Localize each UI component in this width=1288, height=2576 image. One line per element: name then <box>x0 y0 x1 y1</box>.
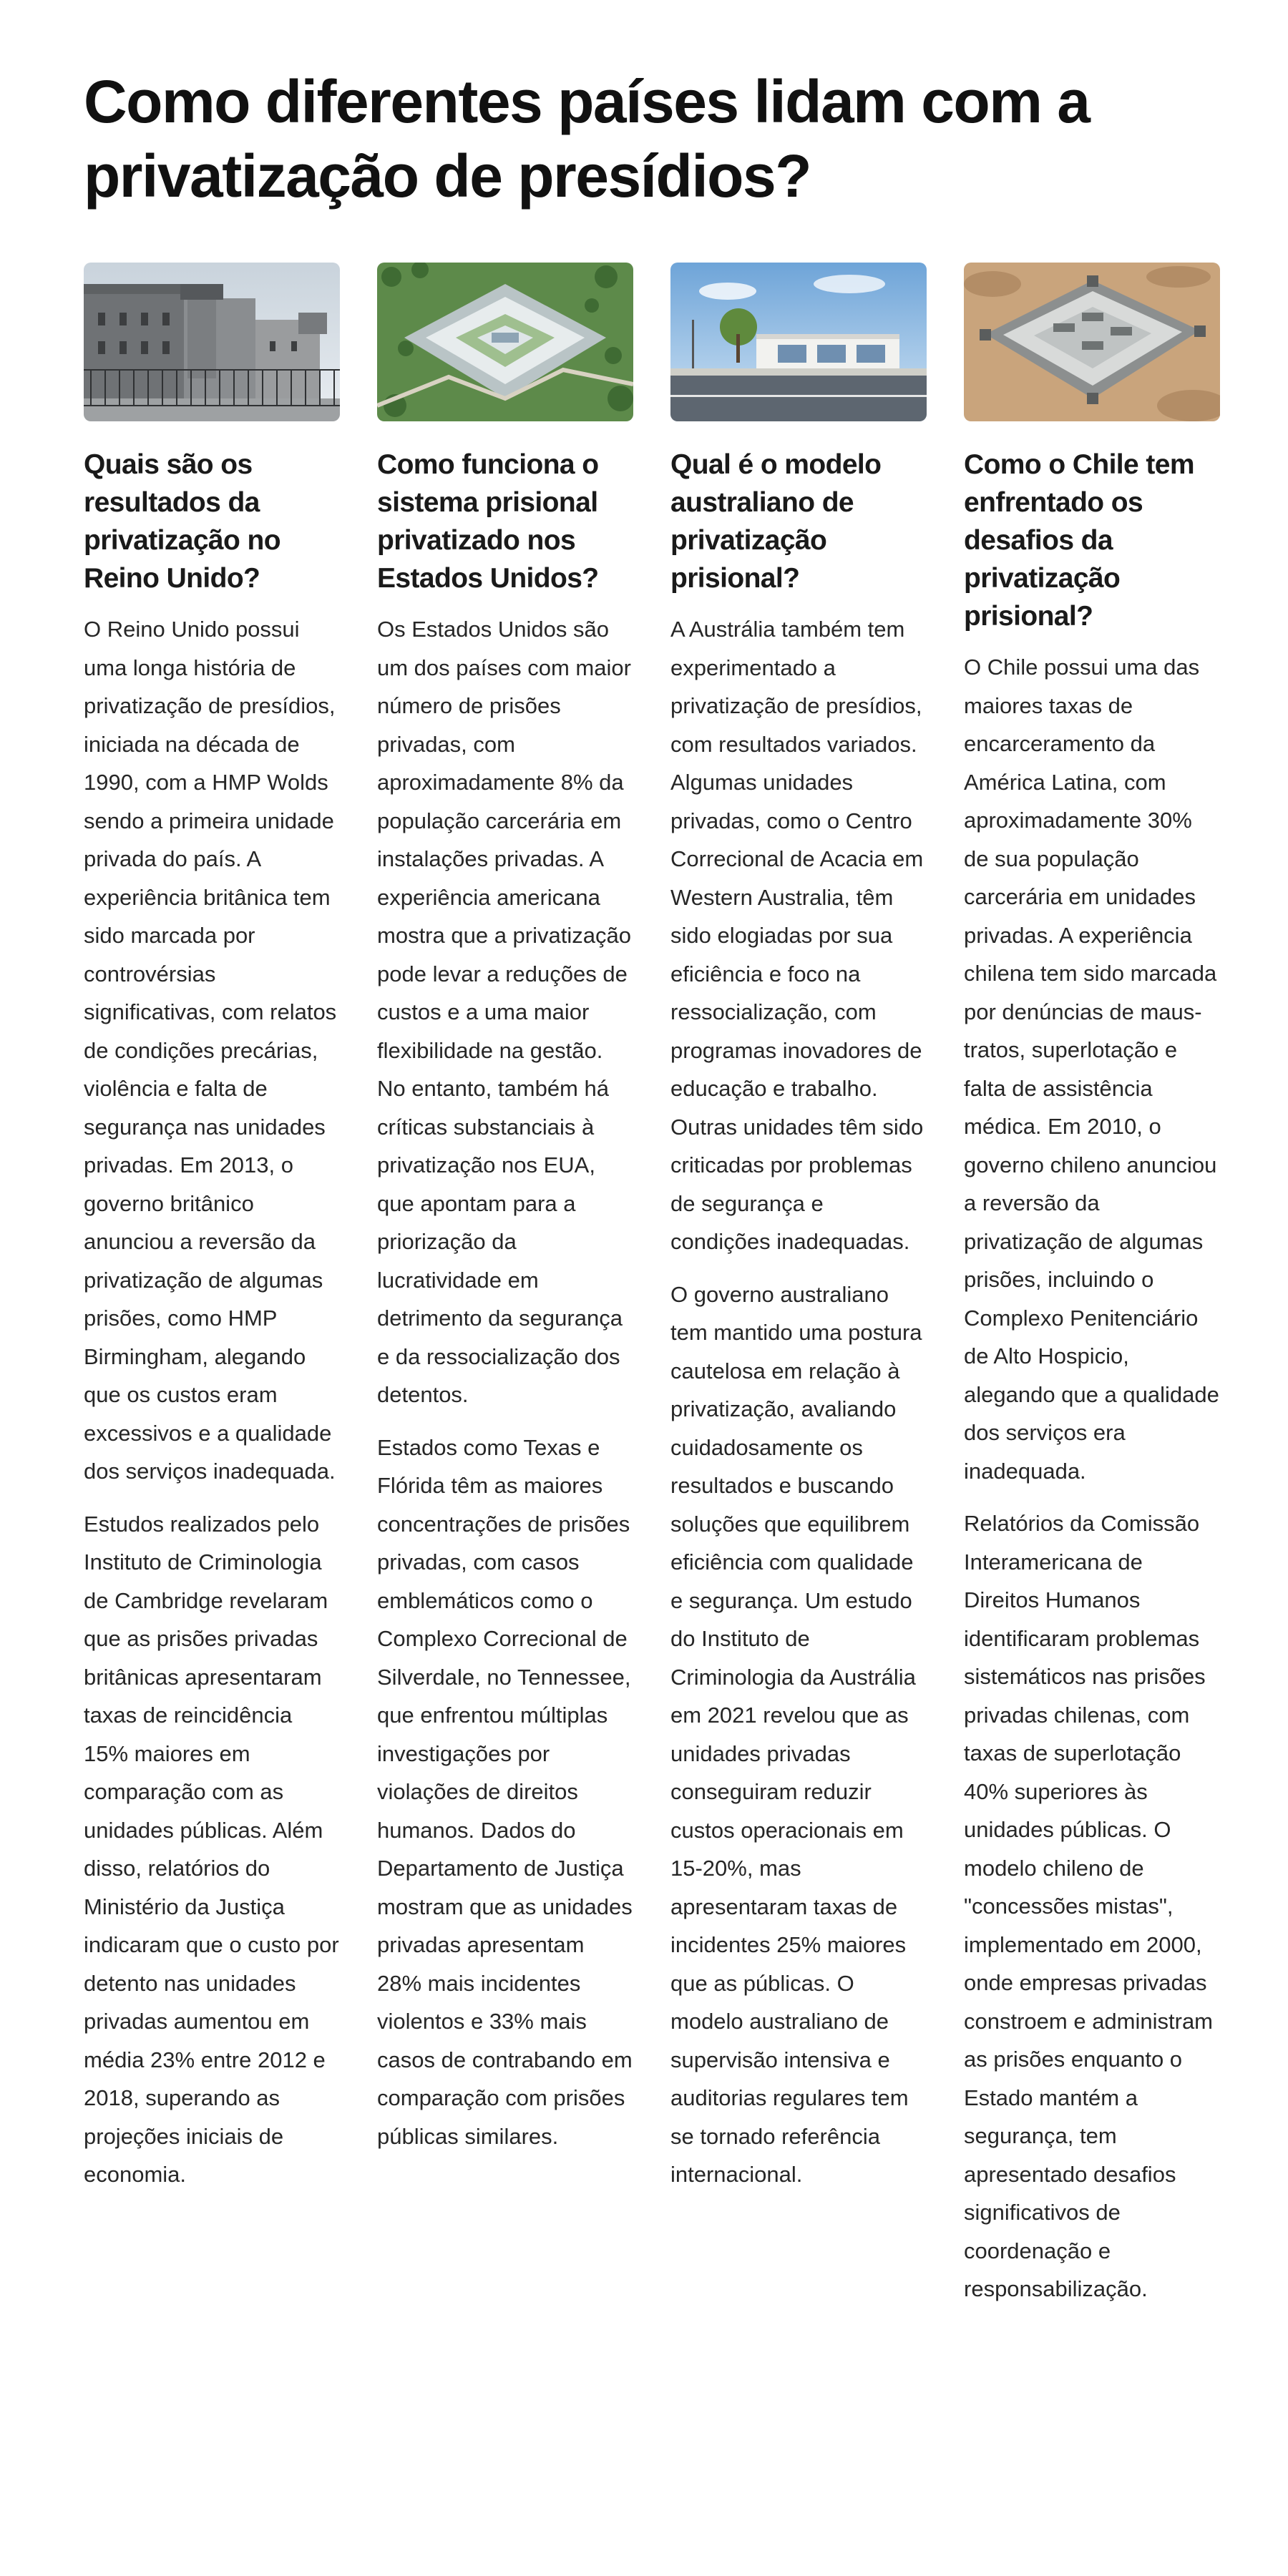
us-prison-image <box>377 263 633 421</box>
column-chile <box>964 263 1220 2323</box>
chile-heading: Como o Chile tem enfrentado os desafios da privatização prisional? <box>964 449 1194 632</box>
column-us <box>377 263 633 2323</box>
chile-paragraph-2: Relatórios da Comissão Interamericana de Direitos Humanos identificaram problemas sistemáticos nas prisões privadas chilenas, com taxas de superlotação 40% superiores às unidades públicas. O modelo chileno de "concessões mistas", implementado em 2000, onde empresas privadas constroem e administram as prisões enquanto o Estado mantém a segurança, tem apresentado desafios significativos de coordenação e responsabilização. <box>964 1511 1214 2301</box>
us-paragraph-2: Estados como Texas e Flórida têm as maiores concentrações de prisões privadas, com casos emblemáticos como o Complexo Correcional de Silverdale, no Tennessee, que enfrentou múltiplas investigações por violações de direitos humanos. Dados do Departamento de Justiça mostram que as unidades privadas apresentam 28% mais incidentes violentos e 33% mais casos de contrabando em comparação com prisões públicas similares. <box>377 1434 633 2149</box>
page-title: Como diferentes países lidam com a privatização de presídios? <box>84 68 1090 210</box>
column-australia <box>670 263 927 2323</box>
australia-prison-image <box>670 263 927 421</box>
chile-paragraph-1: O Chile possui uma das maiores taxas de encarceramento da América Latina, com aproximadamente 30% de sua população carcerária em unidades privadas. A experiência chilena tem sido marcada por denúncias de maus-tratos, superlotação e falta de assistência médica. Em 2010, o governo chileno anunciou a reversão da privatização de algumas prisões, incluindo o Complexo Penitenciário de Alto Hospicio, alegando que a qualidade dos serviços era inadequada. <box>964 655 1219 1484</box>
us-paragraph-1: Os Estados Unidos são um dos países com maior número de prisões privadas, com aproximadamente 8% da população carcerária em instalações privadas. A experiência americana mostra que a privatização pode levar a reduções de custos e a uma maior flexibilidade na gestão. No entanto, também há críticas substanciais à privatização nos EUA, que apontam para a priorização da lucratividade em detrimento da segurança e da ressocialização dos detentos. <box>377 617 631 1407</box>
column-uk <box>84 263 340 2323</box>
uk-prison-image <box>84 263 340 421</box>
uk-heading: Quais são os resultados da privatização no Reino Unido? <box>84 449 280 594</box>
australia-heading: Qual é o modelo australiano de privatização prisional? <box>670 449 882 594</box>
article <box>84 64 1225 2301</box>
uk-paragraph-2: Estudos realizados pelo Instituto de Criminologia de Cambridge revelaram que as prisões privadas britânicas apresentaram taxas de reincidência 15% maiores em comparação com as unidades públicas. Além disso, relatórios do Ministério da Justiça indicaram que o custo por detento nas unidades privadas aumentou em média 23% entre 2012 e 2018, superando as projeções iniciais de economia. <box>84 1511 339 2187</box>
chile-prison-image <box>964 263 1220 421</box>
australia-paragraph-1: A Austrália também tem experimentado a privatização de presídios, com resultados variados. Algumas unidades privadas, como o Centro Correcional de Acacia em Western Australia, têm sido elogiadas por sua eficiência e foco na ressocialização, com programas inovadores de educação e trabalho. Outras unidades têm sido criticadas por problemas de segurança e condições inadequadas. <box>670 617 924 1254</box>
us-heading: Como funciona o sistema prisional privatizado nos Estados Unidos? <box>377 449 599 594</box>
country-columns <box>84 263 1225 2323</box>
australia-paragraph-2: O governo australiano tem mantido uma postura cautelosa em relação à privatização, avaliando cuidadosamente os resultados e buscando soluções que equilibrem eficiência com qualidade e segurança. Um estudo do Instituto de Criminologia da Austrália em 2021 revelou que as unidades privadas conseguiram reduzir custos operacionais em 15-20%, mas apresentaram taxas de incidentes 25% maiores que as públicas. O modelo australiano de supervisão intensiva e auditorias regulares tem se tornado referência internacional. <box>670 1281 922 2187</box>
uk-paragraph-1: O Reino Unido possui uma longa história de privatização de presídios, iniciada na década de 1990, com a HMP Wolds sendo a primeira unidade privada do país. A experiência britânica tem sido marcada por controvérsias significativas, com relatos de condições precárias, violência e falta de segurança nas unidades privadas. Em 2013, o governo britânico anunciou a reversão da privatização de algumas prisões, como HMP Birmingham, alegando que os custos eram excessivos e a qualidade dos serviços inadequada. <box>84 617 337 1484</box>
